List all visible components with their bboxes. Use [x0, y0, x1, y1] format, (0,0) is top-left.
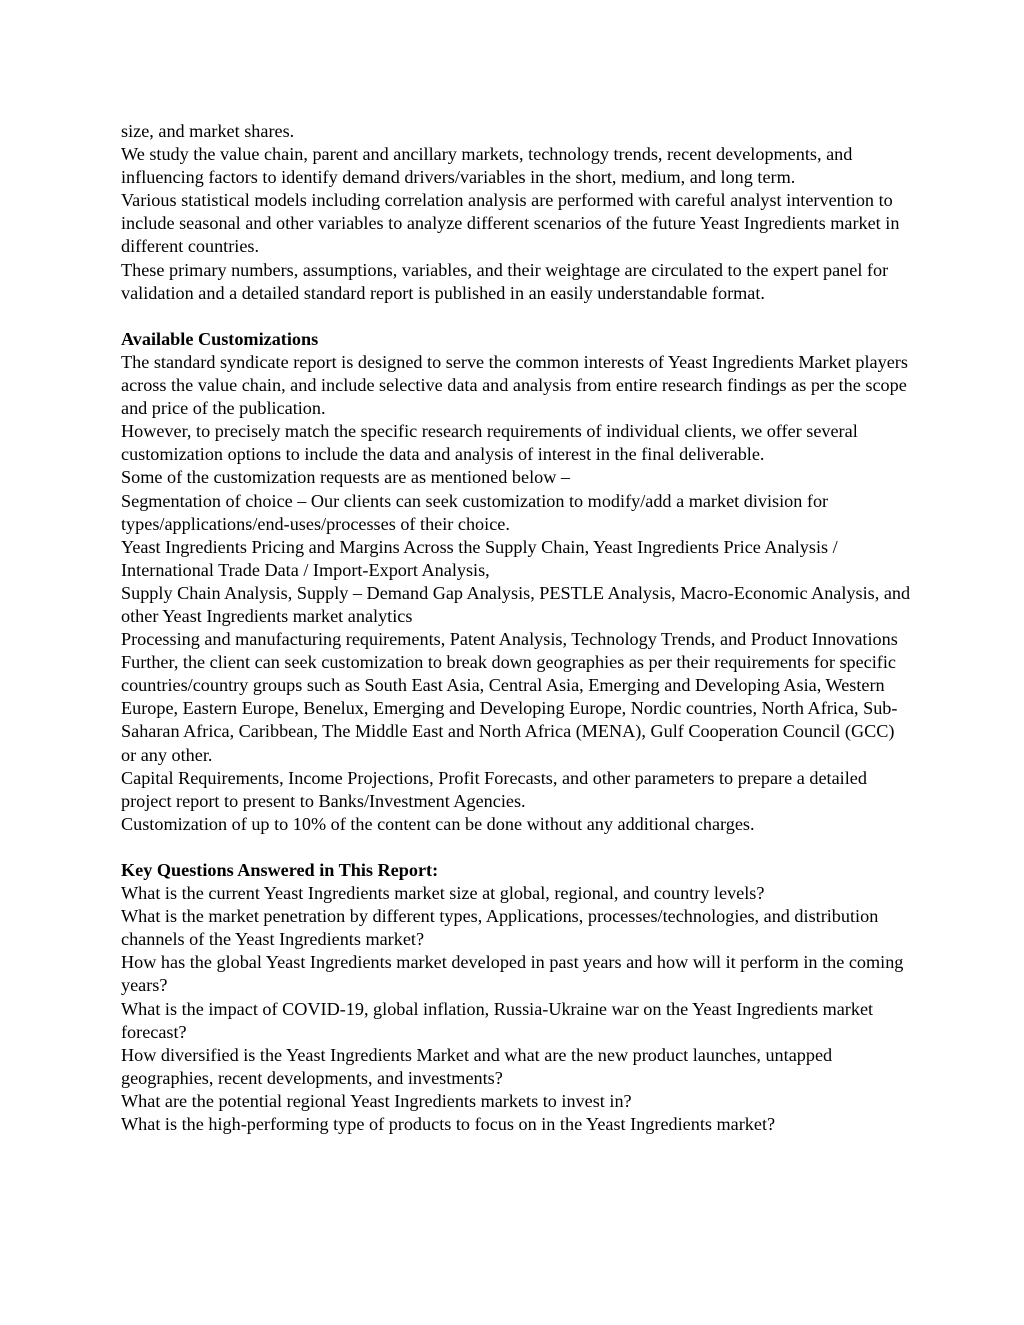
intro-paragraph-1: size, and market shares. — [121, 121, 295, 141]
key-question-1: What is the current Yeast Ingredients market size at global, regional, and country levels? — [121, 883, 765, 904]
intro-paragraph-4: These primary numbers, assumptions, variables, and their weightage are circulated to the expert panel for validation and a detailed standard report is published in an easily understandable format. — [121, 259, 889, 303]
customizations-paragraph-4: Segmentation of choice – Our clients can seek customization to modify/add a market division for types/applications/end-uses/processes of their choice. — [121, 490, 829, 534]
section-spacer — [121, 305, 911, 328]
key-question-3: How has the global Yeast Ingredients market developed in past years and how will it perform in the coming years? — [121, 952, 904, 996]
intro-paragraph-3: Various statistical models including correlation analysis are performed with careful analyst intervention to include seasonal and other variables to analyze different scenarios of the future Yeast Ingredients market in different countries. — [121, 190, 900, 257]
customizations-paragraph-3: Some of the customization requests are as mentioned below – — [121, 467, 571, 488]
customizations-paragraph-7: Processing and manufacturing requirements, Patent Analysis, Technology Trends, and Product Innovations — [121, 629, 898, 650]
customizations-paragraph-8: Further, the client can seek customization to break down geographies as per their requirements for specific countries/country groups such as South East Asia, Central Asia, Emerging and Developing Asia, Western Europe, Eastern Europe, Benelux, Emerging and Developing Europe, Nordic countries, North Africa, Sub-Saharan Africa, Caribbean, The Middle East and North Africa (MENA), Gulf Cooperation Council (GCC) or any other. — [121, 652, 898, 765]
customizations-paragraph-1: The standard syndicate report is designed to serve the common interests of Yeast Ingredients Market players across the value chain, and include selective data and analysis from entire research findings as per the scope and price of the publication. — [121, 351, 908, 419]
customizations-heading: Available Customizations — [121, 328, 319, 349]
customizations-paragraph-2: However, to precisely match the specific research requirements of individual clients, we offer several customization options to include the data and analysis of interest in the final deliverable. — [121, 421, 858, 465]
customizations-paragraph-10: Customization of up to 10% of the content can be done without any additional charges. — [121, 813, 755, 834]
section-spacer — [121, 836, 911, 859]
customizations-paragraph-5: Yeast Ingredients Pricing and Margins Across the Supply Chain, Yeast Ingredients Price Analysis / International Trade Data / Import-Export Analysis, — [121, 536, 838, 580]
customizations-paragraph-9: Capital Requirements, Income Projections, Profit Forecasts, and other parameters to prepare a detailed project report to present to Banks/Investment Agencies. — [121, 767, 867, 811]
intro-paragraph-2: We study the value chain, parent and ancillary markets, technology trends, recent developments, and influencing factors to identify demand drivers/variables in the short, medium, and long term. — [121, 144, 853, 188]
key-question-6: What are the potential regional Yeast Ingredients markets to invest in? — [121, 1090, 632, 1111]
key-question-4: What is the impact of COVID-19, global inflation, Russia-Ukraine war on the Yeast Ingredients market forecast? — [121, 998, 874, 1042]
key-questions-heading: Key Questions Answered in This Report: — [121, 860, 439, 880]
document-body — [121, 120, 911, 1136]
key-question-2: What is the market penetration by different types, Applications, processes/technologies, and distribution channels of the Yeast Ingredients market? — [121, 906, 879, 950]
key-question-7: What is the high-performing type of products to focus on in the Yeast Ingredients market? — [121, 1114, 776, 1135]
customizations-paragraph-6: Supply Chain Analysis, Supply – Demand Gap Analysis, PESTLE Analysis, Macro-Economic Analysis, and other Yeast Ingredients market analytics — [121, 582, 911, 626]
key-question-5: How diversified is the Yeast Ingredients Market and what are the new product launches, untapped geographies, recent developments, and investments? — [121, 1044, 833, 1088]
